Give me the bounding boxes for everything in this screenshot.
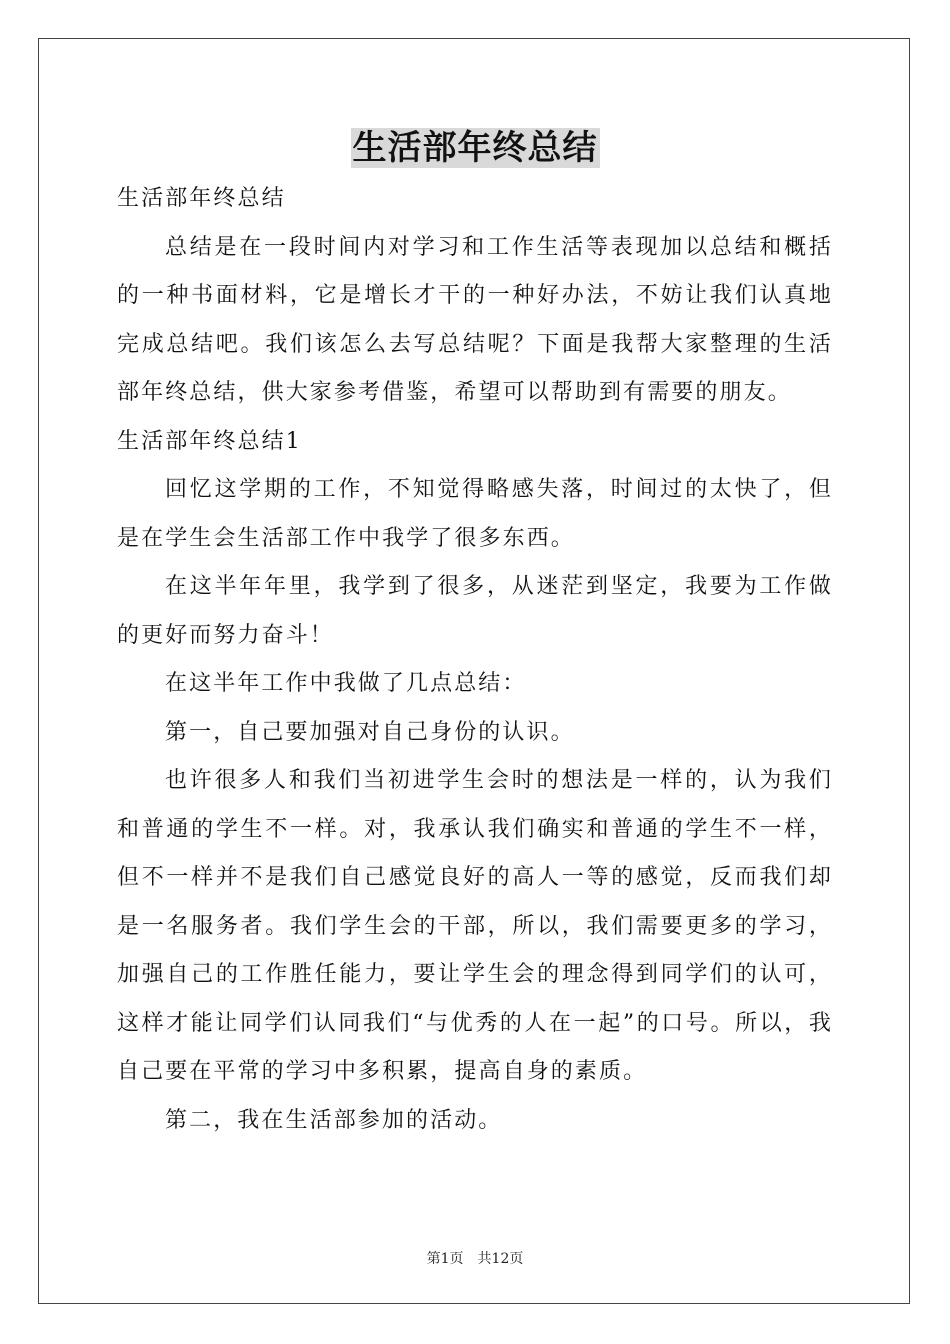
paragraph-6: 第一，自己要加强对自己身份的认识。 <box>165 719 575 745</box>
paragraph-8: 第二，我在生活部参加的活动。 <box>165 1107 503 1133</box>
document-body <box>117 175 833 1145</box>
page-footer <box>0 1248 950 1268</box>
paragraph-4: 在这半年年里，我学到了很多，从迷茫到坚定，我要为工作做的更好而努力奋斗！ <box>117 574 833 648</box>
paragraph-1: 总结是在一段时间内对学习和工作生活等表现加以总结和概括的一种书面材料，它是增长才干的一种好办法，不妨让我们认真地完成总结吧。我们该怎么去写总结呢？下面是我帮大家整理的生活部年终总结，供大家参考借鉴，希望可以帮助到有需要的朋友。 <box>117 234 833 405</box>
paragraph-7: 也许很多人和我们当初进学生会时的想法是一样的，认为我们和普通的学生不一样。对，我承认我们确实和普通的学生不一样，但不一样并不是我们自己感觉良好的高人一等的感觉，反而我们却是一名服务者。我们学生会的干部，所以，我们需要更多的学习，加强自己的工作胜任能力，要让学生会的理念得到同学们的认可，这样才能让同学们认同我们“与优秀的人在一起”的口号。所以，我自己要在平常的学习中多积累，提高自身的素质。 <box>117 768 833 1084</box>
page-number: 第1页 <box>426 1251 464 1267</box>
paragraph-0: 生活部年终总结 <box>117 186 286 211</box>
paragraph-3: 回忆这学期的工作，不知觉得略感失落，时间过的太快了，但是在学生会生活部工作中我学了很多东西。 <box>117 477 833 551</box>
paragraph-2: 生活部年终总结1 <box>117 428 302 454</box>
title-wrap <box>0 128 950 168</box>
document-title: 生活部年终总结 <box>352 128 598 168</box>
paragraph-5: 在这半年工作中我做了几点总结： <box>165 671 527 696</box>
page-total: 共12页 <box>477 1251 524 1267</box>
